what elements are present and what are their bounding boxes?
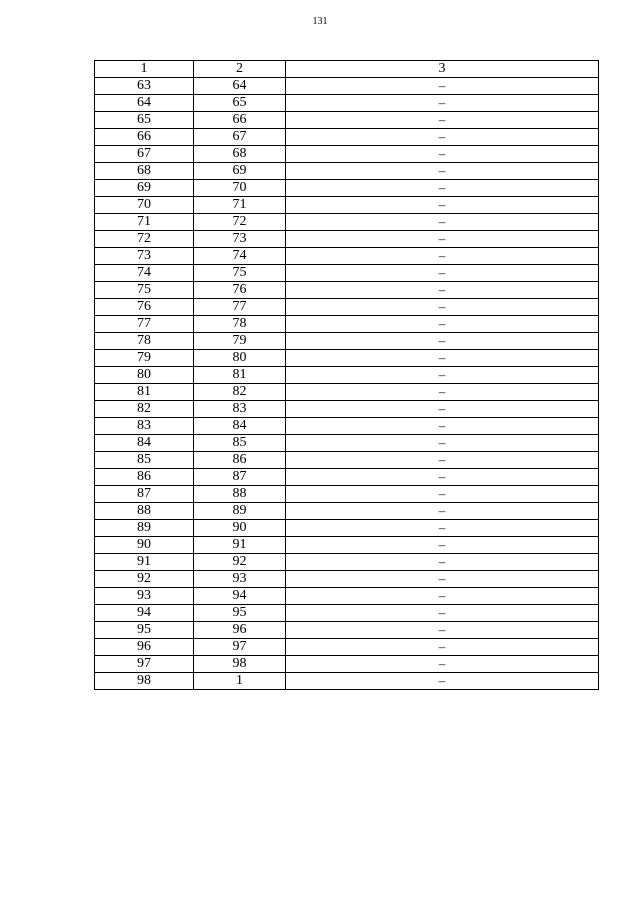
table-cell-col-2: 92 [194,554,286,571]
table-cell-col-1: 93 [95,588,194,605]
table-cell-col-2: 71 [194,197,286,214]
table-row [95,214,599,231]
table-cell-col-2: 97 [194,639,286,656]
table-cell-col-2: 84 [194,418,286,435]
table-cell-col-1: 94 [95,605,194,622]
table-cell-col-3: – [286,231,599,248]
table-cell-col-3: – [286,435,599,452]
table-row [95,197,599,214]
table-cell-col-1: 80 [95,367,194,384]
table-cell-col-1: 83 [95,418,194,435]
header-cell-1: 1 [95,61,194,78]
table-row [95,401,599,418]
table-cell-col-2: 98 [194,656,286,673]
table-row [95,605,599,622]
table-cell-col-3: – [286,605,599,622]
table-cell-col-1: 78 [95,333,194,350]
table-cell-col-3: – [286,265,599,282]
table-cell-col-3: – [286,316,599,333]
table-cell-col-1: 77 [95,316,194,333]
table-cell-col-3: – [286,537,599,554]
table-cell-col-3: – [286,673,599,690]
table-cell-col-1: 66 [95,129,194,146]
table-cell-col-1: 64 [95,95,194,112]
table-cell-col-3: – [286,588,599,605]
table-row [95,486,599,503]
table-cell-col-1: 96 [95,639,194,656]
table-row [95,95,599,112]
table-cell-col-3: – [286,95,599,112]
table-body [95,78,599,690]
table-cell-col-2: 87 [194,469,286,486]
table-row [95,265,599,282]
table-cell-col-3: – [286,367,599,384]
table-row [95,435,599,452]
table-cell-col-2: 86 [194,452,286,469]
table-cell-col-3: – [286,282,599,299]
table-row [95,384,599,401]
table-cell-col-1: 81 [95,384,194,401]
table-row [95,112,599,129]
table-cell-col-2: 75 [194,265,286,282]
table-row [95,469,599,486]
table-row [95,673,599,690]
table-cell-col-3: – [286,78,599,95]
table-cell-col-2: 78 [194,316,286,333]
table-cell-col-1: 76 [95,299,194,316]
table-cell-col-2: 91 [194,537,286,554]
table-cell-col-3: – [286,503,599,520]
table-row [95,452,599,469]
table-cell-col-3: – [286,486,599,503]
page-number: 131 [312,16,328,27]
table-cell-col-1: 65 [95,112,194,129]
table-row [95,554,599,571]
table-row [95,333,599,350]
table-cell-col-3: – [286,248,599,265]
table-row [95,146,599,163]
table-cell-col-3: – [286,571,599,588]
table-cell-col-2: 72 [194,214,286,231]
table-cell-col-2: 66 [194,112,286,129]
table-cell-col-3: – [286,384,599,401]
header-row [95,61,599,78]
table-cell-col-1: 70 [95,197,194,214]
table-cell-col-3: – [286,197,599,214]
table-cell-col-2: 74 [194,248,286,265]
table-cell-col-2: 85 [194,435,286,452]
table-row [95,180,599,197]
header-cell-3: 3 [286,61,599,78]
table-cell-col-3: – [286,163,599,180]
table-cell-col-1: 87 [95,486,194,503]
table-cell-col-2: 94 [194,588,286,605]
table-row [95,588,599,605]
table-cell-col-2: 79 [194,333,286,350]
table-cell-col-2: 88 [194,486,286,503]
table-row [95,316,599,333]
table-cell-col-3: – [286,469,599,486]
table-cell-col-1: 75 [95,282,194,299]
table-cell-col-1: 97 [95,656,194,673]
table-cell-col-1: 85 [95,452,194,469]
table-cell-col-3: – [286,418,599,435]
table-cell-col-3: – [286,520,599,537]
table-cell-col-3: – [286,112,599,129]
table-cell-col-3: – [286,350,599,367]
table-row [95,367,599,384]
table-cell-col-1: 90 [95,537,194,554]
table-row [95,231,599,248]
table-cell-col-3: – [286,401,599,418]
table-cell-col-3: – [286,639,599,656]
table-cell-col-2: 76 [194,282,286,299]
table-cell-col-2: 67 [194,129,286,146]
table-row [95,622,599,639]
table-row [95,248,599,265]
table-cell-col-2: 96 [194,622,286,639]
table-row [95,571,599,588]
table-cell-col-3: – [286,333,599,350]
table-cell-col-1: 88 [95,503,194,520]
table-cell-col-1: 82 [95,401,194,418]
table-cell-col-1: 68 [95,163,194,180]
table-cell-col-2: 89 [194,503,286,520]
table-cell-col-1: 95 [95,622,194,639]
table-cell-col-2: 73 [194,231,286,248]
table-row [95,503,599,520]
header-cell-2: 2 [194,61,286,78]
data-table [94,60,599,690]
table-row [95,520,599,537]
table-row [95,537,599,554]
table-cell-col-3: – [286,129,599,146]
table-row [95,639,599,656]
table-cell-col-1: 84 [95,435,194,452]
table-row [95,78,599,95]
table-cell-col-2: 77 [194,299,286,316]
table-cell-col-2: 82 [194,384,286,401]
table-cell-col-2: 1 [194,673,286,690]
table-cell-col-3: – [286,299,599,316]
table-cell-col-2: 69 [194,163,286,180]
table-cell-col-1: 74 [95,265,194,282]
table-cell-col-1: 69 [95,180,194,197]
table-cell-col-1: 72 [95,231,194,248]
table-cell-col-2: 65 [194,95,286,112]
table-cell-col-3: – [286,622,599,639]
table-row [95,299,599,316]
table-cell-col-2: 81 [194,367,286,384]
table-row [95,418,599,435]
table-cell-col-1: 73 [95,248,194,265]
table-cell-col-1: 92 [95,571,194,588]
table-cell-col-1: 63 [95,78,194,95]
table-row [95,282,599,299]
table-cell-col-2: 93 [194,571,286,588]
table-cell-col-2: 95 [194,605,286,622]
table-cell-col-1: 79 [95,350,194,367]
table-row [95,129,599,146]
table-header [95,61,599,78]
table-cell-col-3: – [286,214,599,231]
table-cell-col-3: – [286,180,599,197]
table-cell-col-1: 91 [95,554,194,571]
table-cell-col-2: 68 [194,146,286,163]
table-cell-col-1: 86 [95,469,194,486]
table-cell-col-1: 67 [95,146,194,163]
table-cell-col-1: 98 [95,673,194,690]
table-cell-col-3: – [286,554,599,571]
table-cell-col-1: 71 [95,214,194,231]
table-cell-col-2: 80 [194,350,286,367]
table-cell-col-1: 89 [95,520,194,537]
table-cell-col-2: 83 [194,401,286,418]
table-cell-col-3: – [286,656,599,673]
table-cell-col-3: – [286,452,599,469]
table-row [95,656,599,673]
table-row [95,350,599,367]
table-cell-col-3: – [286,146,599,163]
table-row [95,163,599,180]
table-cell-col-2: 64 [194,78,286,95]
table-cell-col-2: 70 [194,180,286,197]
table-cell-col-2: 90 [194,520,286,537]
